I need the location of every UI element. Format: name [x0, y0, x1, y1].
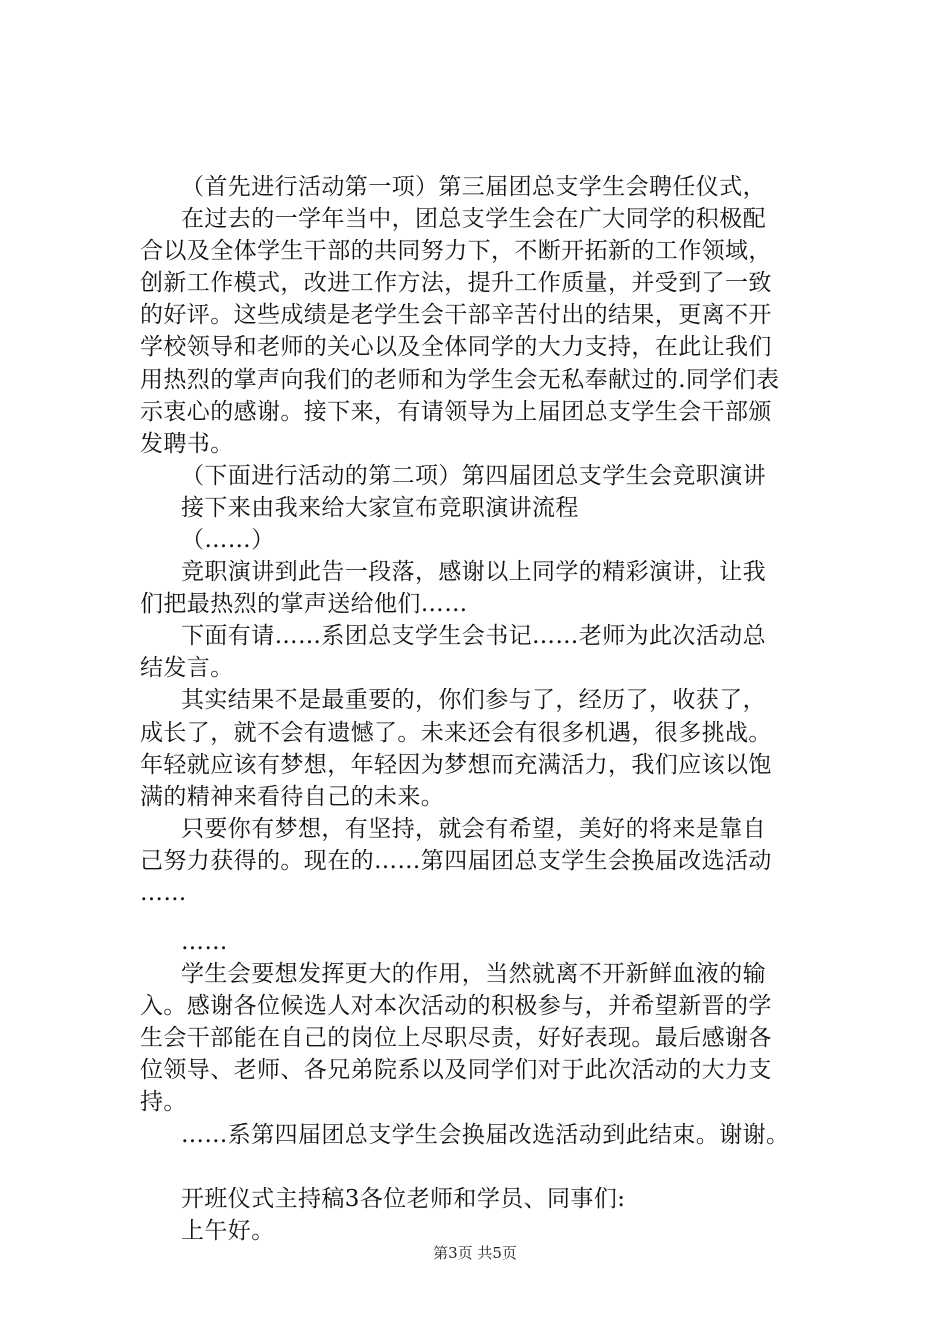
text-line: 其实结果不是最重要的，你们参与了，经历了，收获了，: [181, 687, 766, 713]
text-line: 接下来由我来给大家宣布竞职演讲流程: [181, 495, 579, 521]
text-line: 竞职演讲到此告一段落，感谢以上同学的精彩演讲，让我: [181, 559, 766, 585]
text-line: 位领导、老师、各兄弟院系以及同学们对于此次活动的大力支: [140, 1057, 772, 1083]
text-line: 下面有请……系团总支学生会书记……老师为此次活动总: [181, 623, 766, 649]
text-line: 们把最热烈的掌声送给他们……: [140, 591, 468, 617]
text-line: 发聘书。: [140, 431, 234, 457]
text-line: 用热烈的掌声向我们的老师和为学生会无私奉献过的.同学们表: [140, 367, 780, 393]
text-line: 只要你有梦想，有坚持，就会有希望，美好的将来是靠自: [181, 816, 766, 842]
text-line: 合以及全体学生干部的共同努力下，不断开拓新的工作领域，: [140, 238, 772, 264]
text-line: 成长了，就不会有遗憾了。未来还会有很多机遇，很多挑战。: [140, 720, 772, 746]
text-line: （下面进行活动的第二项）第四届团总支学生会竞职演讲: [181, 463, 766, 489]
text-line: ……: [140, 880, 187, 906]
text-line: 生会干部能在自己的岗位上尽职尽责，好好表现。最后感谢各: [140, 1025, 772, 1051]
page-footer: 第3页 共5页: [433, 1244, 517, 1262]
text-line: 创新工作模式，改进工作方法，提升工作质量，并受到了一致: [140, 270, 772, 296]
text-line: 年轻就应该有梦想，年轻因为梦想而充满活力，我们应该以饱: [140, 752, 772, 778]
text-line: 己努力获得的。现在的……第四届团总支学生会换届改选活动: [140, 848, 772, 874]
text-line: 满的精神来看待自己的未来。: [140, 784, 445, 810]
text-line: 持。: [140, 1089, 187, 1115]
text-line: 学生会要想发挥更大的作用，当然就离不开新鲜血液的输: [181, 961, 766, 987]
text-line: 学校领导和老师的关心以及全体同学的大力支持，在此让我们: [140, 334, 772, 360]
text-line: ……系第四届团总支学生会换届改选活动到此结束。谢谢。: [181, 1122, 790, 1148]
text-line: 开班仪式主持稿3各位老师和学员、同事们:: [181, 1186, 626, 1212]
text-line: 上午好。: [181, 1218, 275, 1244]
text-line: 在过去的一学年当中，团总支学生会在广大同学的积极配: [181, 206, 766, 232]
text-line: 结发言。: [140, 655, 234, 681]
text-line: ……: [181, 929, 228, 955]
text-line: 示衷心的感谢。接下来，有请领导为上届团总支学生会干部颁: [140, 399, 772, 425]
text-line: 的好评。这些成绩是老学生会干部辛苦付出的结果，更离不开: [140, 302, 772, 328]
text-line: （……）: [181, 527, 275, 553]
text-line: （首先进行活动第一项）第三届团总支学生会聘任仪式，: [181, 174, 766, 200]
text-line: 入。感谢各位候选人对本次活动的积极参与，并希望新晋的学: [140, 993, 772, 1019]
